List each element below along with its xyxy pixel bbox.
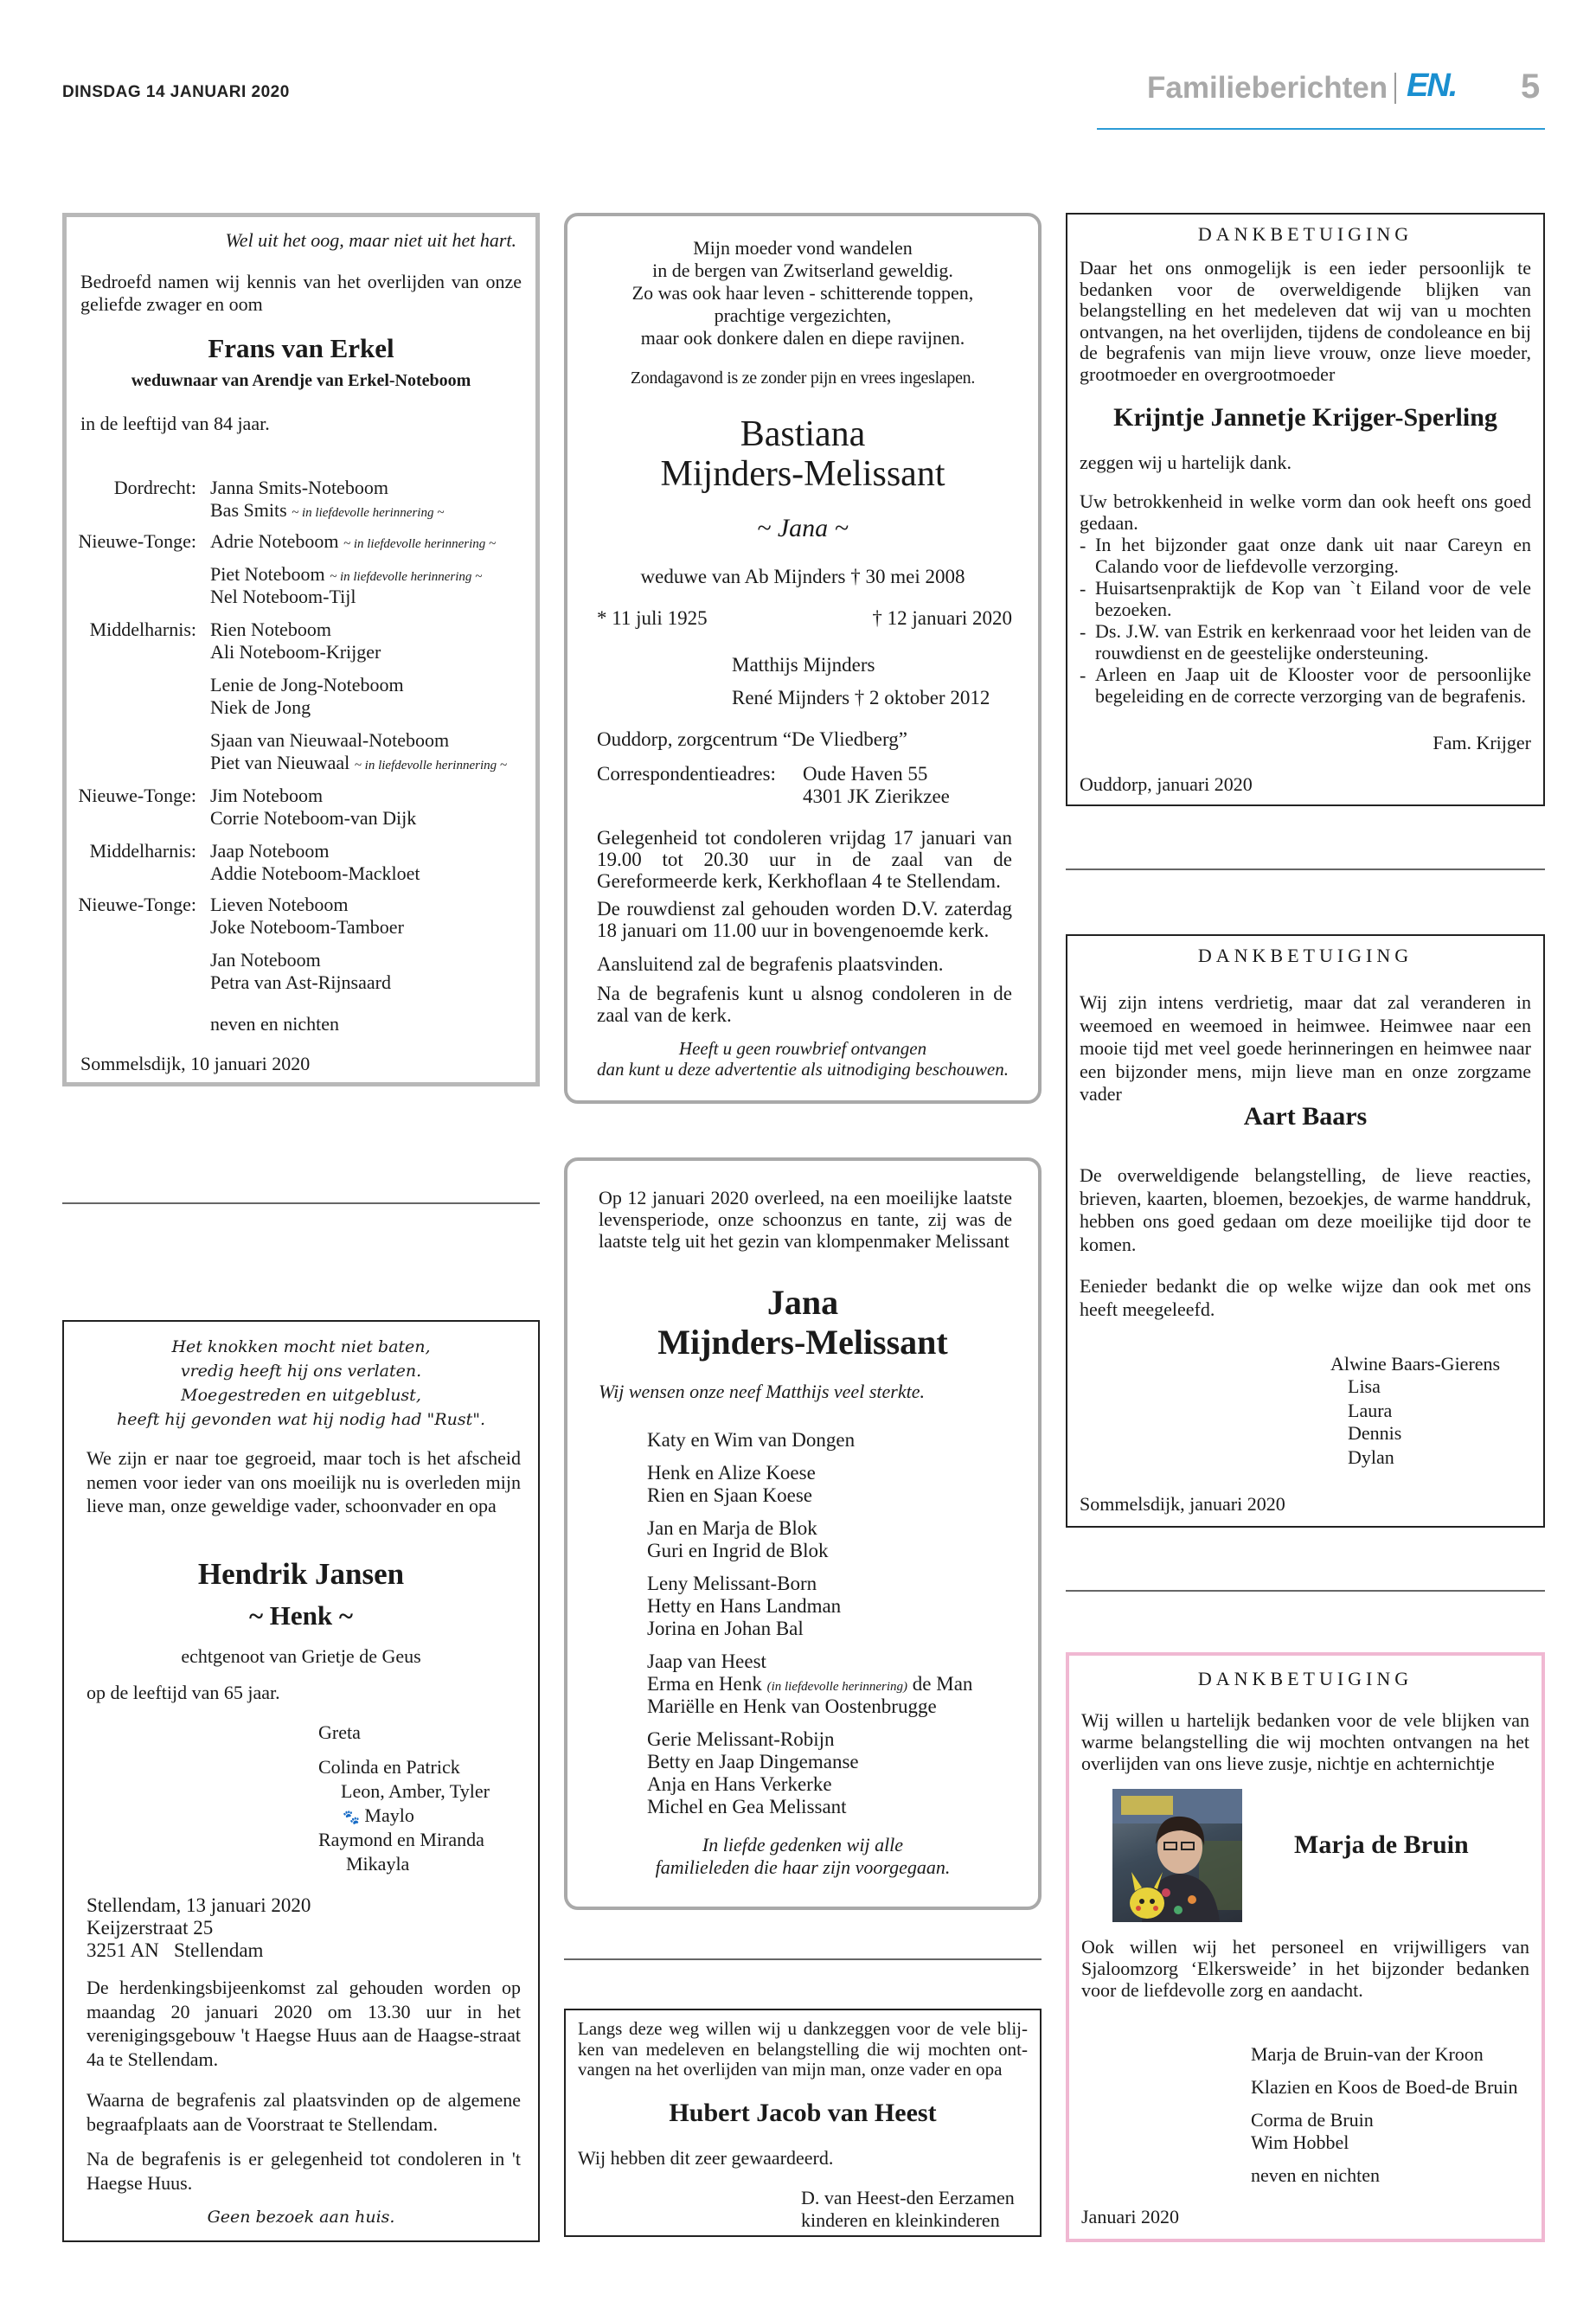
relative-name: Rien Noteboom [210,619,331,640]
obituary-jana-mijnders [564,1157,1042,1910]
deceased-name: Hendrik Jansen [197,1557,405,1591]
relative-name: Henk en Alize Koese [647,1462,816,1484]
bullet-text: Ds. J.W. van Estrik en kerkenraad voor het leiden van de rouwdienst en de geestelijke ondersteuning. [1095,620,1531,663]
deceased-first-name: Bastiana [740,414,866,454]
signature: Klazien en Koos de Boed-de Bruin [1251,2076,1518,2098]
address-label: Correspondentieadres: [597,763,776,785]
signature: neven en nichten [1251,2164,1381,2186]
place-date: Ouddorp, januari 2020 [1080,773,1253,795]
separator [1066,1590,1545,1592]
separator [564,1958,1042,1960]
relative-name [210,752,507,774]
thanks-marja-de-bruin [1066,1652,1545,2242]
ad-title: DANKBETUIGING [1197,223,1413,245]
place-label: Nieuwe-Tonge: [78,894,196,915]
thanks-aart-baars [1066,934,1545,1528]
relative-name [210,530,496,553]
relative-name: Rien en Sjaan Koese [647,1484,812,1506]
family-name-text: Maylo [364,1804,414,1826]
thanks-text: zeggen wij u hartelijk dank. [1080,452,1292,473]
header-divider [1394,73,1396,104]
intro-text: Daar het ons onmogelijk is een ieder persoonlijk te bedanken voor de overweldigende blijken van belangstelling en het medeleven dat wij van u mochten ontvangen, na het overlijden, tijdens de condoleance en bij de begrafenis van mijn lieve vrouw, onze lieve moeder, grootmoeder en overgrootmoeder [1080,257,1531,385]
body-text: Na de begrafenis is er gelegenheid tot condoleren in 't Haegse Huus. [87,2148,521,2194]
bullet-dash: - [1080,578,1086,599]
thanks-krijger-sperling [1066,213,1545,806]
address-line: 4301 JK Zierikzee [803,785,950,807]
age-text: op de leeftijd van 65 jaar. [87,1682,280,1703]
age-text: in de leeftijd van 84 jaar. [80,413,270,434]
place-label: Middelharnis: [89,619,196,640]
address-line: Stellendam, 13 januari 2020 [87,1894,311,1916]
motto: Wel uit het oog, maar niet uit het hart. [225,229,516,251]
obituary-hendrik-jansen [62,1320,540,2242]
nickname: ~ Henk ~ [248,1600,354,1631]
memory-note: ~ in liefdevolle herinnering ~ [343,537,497,551]
burial-text: Aansluitend zal de begrafenis plaatsvinden. [597,953,944,975]
closing-line: familieleden die haar zijn voorgegaan. [655,1856,951,1878]
wish-text: Wij wensen onze neef Matthijs veel sterkte. [599,1381,925,1402]
address-line: Keijzerstraat 25 [87,1917,214,1939]
memory-note: ~ in liefdevolle herinnering ~ [330,570,483,584]
child-name: René Mijnders † 2 oktober 2012 [732,687,990,708]
relative-name: Lieven Noteboom [210,894,349,915]
header-rule [1097,128,1545,130]
place-date: Januari 2020 [1081,2206,1180,2227]
signature: Marja de Bruin-van der Kroon [1251,2043,1484,2065]
nickname: ~ Jana ~ [757,514,849,542]
bullet-text: Huisartsenpraktijk de Kop van `t Eiland voor de vele bezoeken. [1095,577,1531,620]
location: Ouddorp, zorgcentrum “De Vliedberg” [597,728,907,750]
relative-name-text: Piet van Nieuwaal [210,752,350,773]
signature: kinderen en kleinkinderen [801,2209,1000,2231]
body-text: Ook willen wij het personeel en vrijwilligers van Sjaloomzorg ‘Elkersweide’ in het bijzonder bedanken voor de liefdevolle zorg en aandacht. [1081,1936,1529,2001]
portrait-illustration [1112,1789,1242,1922]
poem-line: Zo was ook haar leven - schitterende toppen, [631,282,974,304]
signature: Alwine Baars-Gierens [1330,1353,1501,1375]
body-text: Waarna de begrafenis zal plaatsvinden op de algemene begraafplaats aan de Voorstraat te Stellendam. [87,2089,521,2135]
body-text: Wij hebben dit zeer gewaardeerd. [578,2147,834,2169]
relative-name: Corrie Noteboom-van Dijk [210,807,417,829]
relative-name: Betty en Jaap Dingemanse [647,1751,859,1772]
bullet-dash: - [1080,535,1086,556]
signature: Lisa [1348,1375,1381,1397]
closing-line: In liefde gedenken wij alle [702,1834,904,1856]
poem-line: prachtige vergezichten, [714,304,892,326]
poem-line: heeft hij gevonden wat hij nodig had "Rust". [116,1410,485,1429]
sleep-text: Zondagavond is ze zonder pijn en vrees ingeslapen. [630,369,976,388]
memory-note: ~ in liefdevolle herinnering ~ [292,506,445,520]
relative-name: Gerie Melissant-Robijn [647,1728,835,1750]
relative-name: Lenie de Jong-Noteboom [210,674,404,695]
intro-text: Op 12 januari 2020 overleed, na een moeilijke laatste levensperiode, onze schoonzus en tante, zij was de laatste telg uit het gezin van klompenmaker Melissant [599,1187,1012,1252]
relative-name: Jan en Marja de Blok [647,1517,817,1539]
memory-note: (in liefdevolle herinnering) [766,1680,908,1694]
body-text: De herdenkingsbijeenkomst zal gehouden worden op maandag 20 januari 2020 om 13.30 uur in het verenigingsgebouw 't Haegse Huus aan de Haagse-straat 4a te Stellendam. [87,1977,521,2070]
relative-name: Leny Melissant-Born [647,1573,817,1594]
birth-date: * 11 juli 1925 [597,607,708,629]
deceased-name: Frans van Erkel [208,333,394,363]
spouse-text: echtgenoot van Grietje de Geus [181,1645,421,1667]
signature: Wim Hobbel [1251,2131,1349,2153]
header-date: DINSDAG 14 JANUARI 2020 [62,83,290,101]
place-label: Nieuwe-Tonge: [78,530,196,552]
note-line: Heeft u geen rouwbrief ontvangen [678,1038,927,1059]
signature: Laura [1348,1400,1393,1421]
relative-name: Addie Noteboom-Mackloet [210,862,420,884]
relative-name-text: Erma en Henk [647,1673,762,1695]
relative-name: Anja en Hans Verkerke [647,1773,832,1795]
relative-name: Sjaan van Nieuwaal-Noteboom [210,729,450,751]
deceased-surname: Mijnders-Melissant [657,1323,948,1362]
relative-name: Jaap van Heest [647,1650,766,1672]
bullet-dash: - [1080,664,1086,686]
poem-line: vredig heeft hij ons verlaten. [180,1362,422,1381]
family-name: Leon, Amber, Tyler [341,1780,490,1802]
intro-text: Langs deze weg willen wij u dankzeggen voor de vele blij-ken van medeleven en belangstelling die wij mochten ont-vangen na het overlijden van mijn man, onze vader en opa [578,2018,1028,2080]
obituary-frans-van-erkel [62,213,540,1086]
relative-name: Nel Noteboom-Tijl [210,586,356,607]
bullet-text: Arleen en Jaap uit de Klooster voor de persoonlijke begeleiding en de correcte verzorging van de begrafenis. [1095,663,1531,707]
separator [62,1202,540,1204]
address-line: 3251 AN Stellendam [87,1939,264,1961]
place-label: Dordrecht: [113,477,196,498]
obituary-bastiana-mijnders [564,213,1042,1104]
child-name: Matthijs Mijnders [732,654,875,676]
relative-name: neven en nichten [210,1013,340,1035]
memory-note: ~ in liefdevolle herinnering ~ [354,759,507,772]
poem-line: in de bergen van Zwitserland geweldig. [652,260,953,281]
relative-name: Guri en Ingrid de Blok [647,1540,829,1561]
relative-name: Jaap Noteboom [210,840,330,862]
relative-name: Hetty en Hans Landman [647,1595,842,1617]
relative-name [210,499,444,522]
closing-note: Geen bezoek aan huis. [207,2208,395,2227]
deceased-name: Aart Baars [1243,1102,1368,1131]
deceased-name: Marja de Bruin [1294,1830,1469,1859]
relative-name-text: Bas Smits [210,499,287,521]
portrait-photo [1112,1789,1242,1922]
relative-name: Jim Noteboom [210,785,324,806]
relative-name-text: Piet Noteboom [210,563,325,585]
widow-text: weduwe van Ab Mijnders † 30 mei 2008 [640,566,965,587]
deceased-name: Krijntje Jannetje Krijger-Sperling [1113,403,1497,432]
relative-name: Mariëlle en Henk van Oostenbrugge [647,1695,937,1717]
family-name: Colinda en Patrick [318,1756,460,1778]
family-name-row [343,1804,414,1827]
paw-icon: 🐾 [343,1811,360,1825]
poem-line: Moegestreden en uitgeblust, [181,1386,421,1405]
condolence-text: Gelegenheid tot condoleren vrijdag 17 januari van 19.00 tot 20.30 uur in de zaal van de Gereformeerde kerk, Kerkhoflaan 4 te Stellendam. [597,827,1012,892]
relative-name: Jorina en Johan Bal [647,1618,804,1639]
family-name: Raymond en Miranda [318,1829,484,1850]
death-date: † 12 januari 2020 [872,607,1012,629]
relative-name: Joke Noteboom-Tamboer [210,916,404,938]
body-text: De overweldigende belangstelling, de lieve reacties, brieven, kaarten, bloemen, bezoekjes, de warme handdruk, hebben ons goed gedaan om deze moeilijke tijd door te komen. [1080,1164,1531,1255]
deceased-first-name: Jana [766,1283,839,1322]
poem-line: Het knokken mocht niet baten, [171,1337,431,1356]
signature: Fam. Krijger [1433,732,1531,753]
relative-name: Katy en Wim van Dongen [647,1429,856,1451]
relative-name: Jan Noteboom [210,949,321,971]
deceased-surname: Mijnders-Melissant [660,454,945,494]
relative-name-text: de Man [912,1673,973,1695]
body-text: Eenieder bedankt die op welke wijze dan ook met ons heeft meegeleefd. [1080,1275,1531,1320]
intro-text: Bedroefd namen wij kennis van het overlijden van onze geliefde zwager en oom [80,271,522,315]
address-line: Oude Haven 55 [803,763,928,785]
bullet-text: In het bijzonder gaat onze dank uit naar Careyn en Calando voor de liefdevolle verzorging. [1095,534,1531,577]
relative-name: Janna Smits-Noteboom [210,477,388,498]
signature: Dennis [1348,1422,1402,1444]
bullet-dash: - [1080,621,1086,643]
newspaper-logo: EN. [1407,67,1457,104]
signature: D. van Heest-den Eerzamen [801,2187,1015,2208]
separator [1066,868,1545,870]
family-name: Mikayla [346,1853,410,1875]
after-text: Na de begrafenis kunt u alsnog condoleren in de zaal van de kerk. [597,983,1012,1026]
relative-name: Michel en Gea Melissant [647,1796,847,1817]
relative-name: Petra van Ast-Rijnsaard [210,971,391,993]
relative-name-text: Adrie Noteboom [210,530,339,552]
relative-name [210,563,482,586]
poem-line: maar ook donkere dalen en diepe ravijnen. [640,327,965,349]
place-label: Middelharnis: [89,840,196,862]
place-date: Sommelsdijk, 10 januari 2020 [80,1053,311,1074]
deceased-subtitle: weduwnaar van Arendje van Erkel-Noteboom [131,371,471,390]
signature: Corma de Bruin [1251,2109,1374,2131]
place-date: Sommelsdijk, januari 2020 [1080,1493,1285,1515]
place-label: Nieuwe-Tonge: [78,785,196,806]
intro-text: Wij zijn intens verdrietig, maar dat zal veranderen in weemoed en weemoed in heimwee. Heimwee naar een mooie tijd met veel goede herinneringen en heimwee naar een bijzonder mens, mijn lieve man en onze zorgzame vader [1080,991,1531,1105]
intro-text: Wij willen u hartelijk bedanken voor de vele blijken van warme belangstelling die wij mochten ontvangen na het overlijden van ons lieve zusje, nichtje en achternichtje [1081,1709,1529,1774]
thanks-hubert-van-heest [564,2009,1042,2237]
page-number: 5 [1521,67,1541,106]
relative-name: Ali Noteboom-Krijger [210,641,381,663]
intro-text: We zijn er naar toe gegroeid, maar toch is het afscheid nemen voor ieder van ons moeilijk nu is overleden mijn lieve man, onze geweldige vader, schoonvader en opa [87,1447,521,1516]
section-title: Familieberichten [1147,71,1388,105]
service-text: De rouwdienst zal gehouden worden D.V. zaterdag 18 januari om 11.00 uur in bovengenoemde kerk. [597,898,1012,941]
ad-title: DANKBETUIGING [1197,1668,1413,1689]
signature: Dylan [1348,1446,1394,1468]
relative-name [647,1673,972,1695]
family-name: Greta [318,1721,361,1743]
body-text: Uw betrokkenheid in welke vorm dan ook heeft ons goed gedaan. [1080,490,1531,534]
note-line: dan kunt u deze advertentie als uitnodiging beschouwen. [597,1059,1009,1080]
ad-title: DANKBETUIGING [1197,945,1413,966]
poem-line: Mijn moeder vond wandelen [693,237,913,259]
deceased-name: Hubert Jacob van Heest [669,2099,937,2127]
relative-name: Niek de Jong [210,696,311,718]
